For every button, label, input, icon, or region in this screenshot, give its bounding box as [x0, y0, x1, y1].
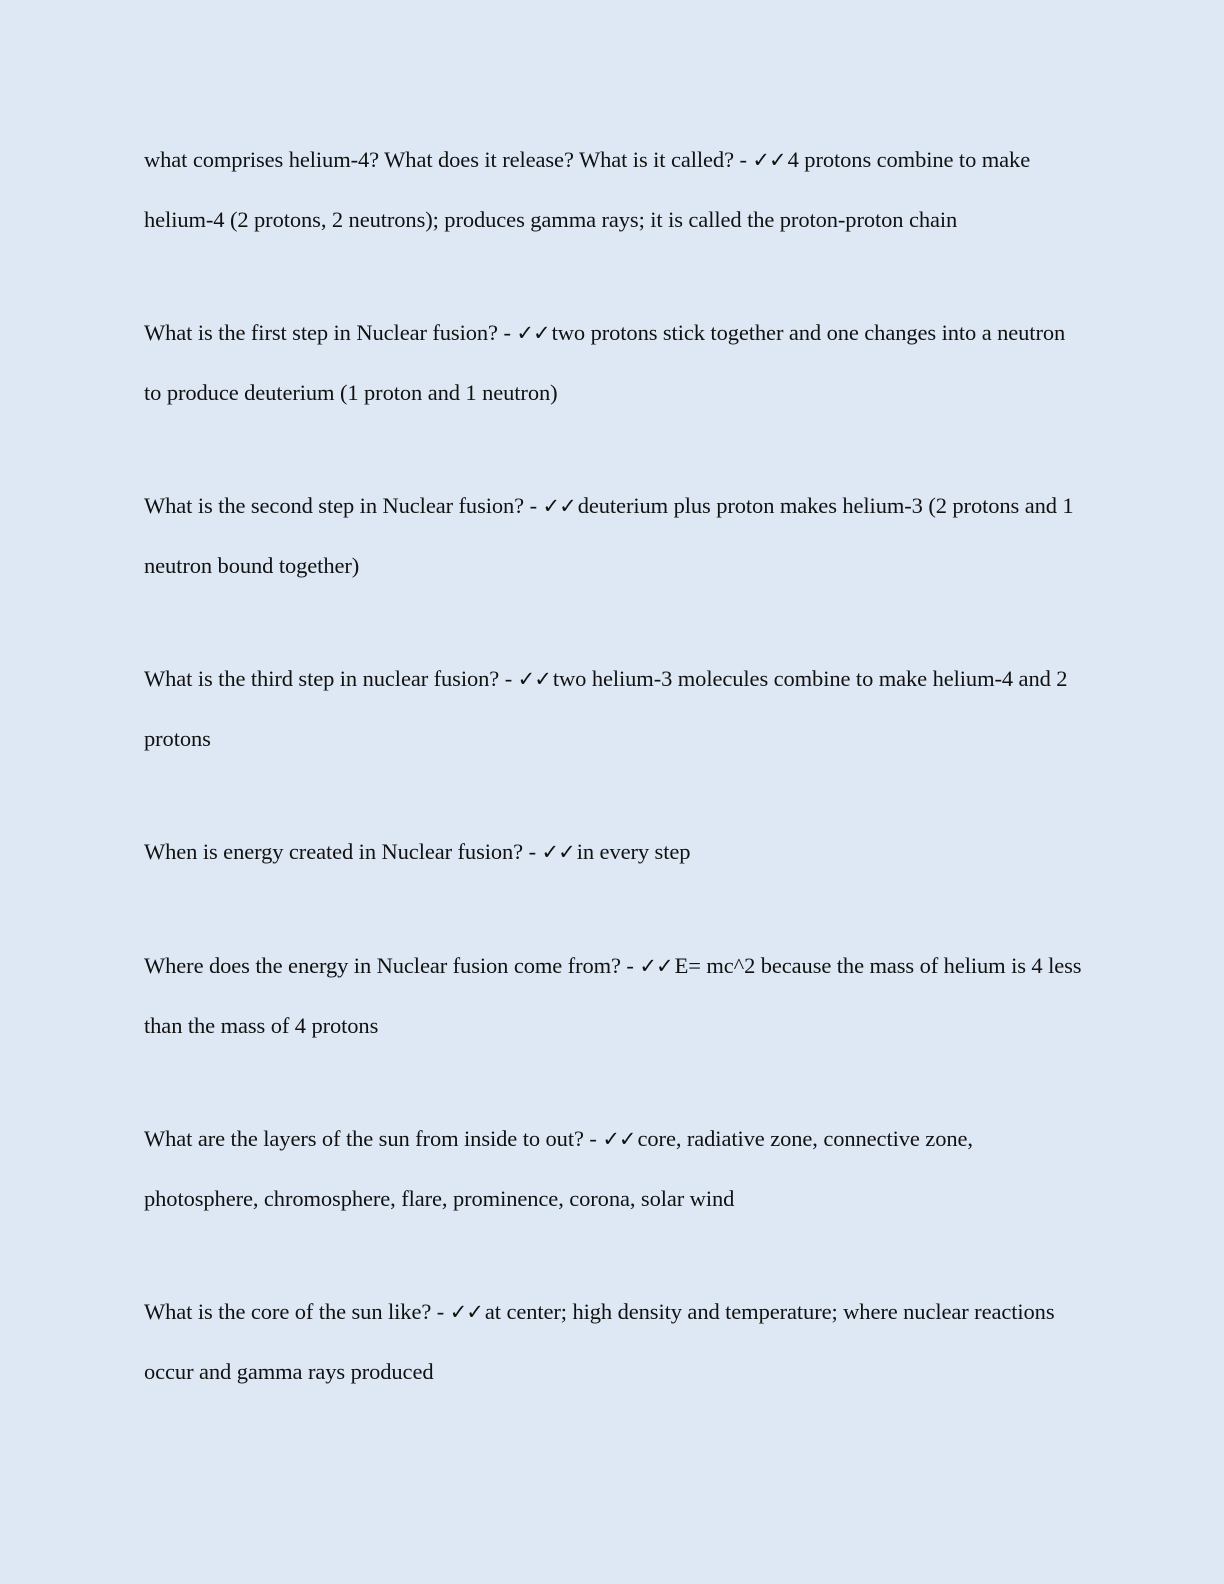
- double-check-icon: ✓✓: [517, 667, 551, 691]
- double-check-icon: ✓✓: [752, 148, 786, 172]
- qa-item: [144, 130, 1084, 249]
- qa-item: [144, 1109, 1084, 1228]
- question-text: What is the core of the sun like?: [144, 1299, 432, 1324]
- question-text: What is the third step in nuclear fusion?: [144, 666, 500, 691]
- question-text: Where does the energy in Nuclear fusion come from?: [144, 953, 621, 978]
- double-check-icon: ✓✓: [542, 494, 576, 518]
- answer-text: deuterium plus proton makes helium-3 (2 protons and 1 neutron bound together): [144, 493, 1074, 578]
- question-text: What is the first step in Nuclear fusion?: [144, 320, 498, 345]
- separator: -: [583, 1126, 603, 1151]
- answer-text: 4 protons combine to make helium-4 (2 protons, 2 neutrons); produces gamma rays; it is called the proton-proton chain: [144, 147, 1031, 232]
- answer-text: in every step: [576, 839, 691, 864]
- answer-text: core, radiative zone, connective zone, photosphere, chromosphere, flare, prominence, corona, solar wind: [144, 1126, 973, 1211]
- question-text: What are the layers of the sun from inside to out?: [144, 1126, 584, 1151]
- question-text: When is energy created in Nuclear fusion?: [144, 839, 524, 864]
- answer-text: E= mc^2 because the mass of helium is 4 less than the mass of 4 protons: [144, 953, 1082, 1038]
- separator: -: [497, 320, 517, 345]
- document-page: [144, 130, 1084, 1455]
- qa-item: [144, 303, 1084, 422]
- double-check-icon: ✓✓: [516, 321, 550, 345]
- question-text: what comprises helium-4? What does it release? What is it called?: [144, 147, 734, 172]
- qa-item: [144, 476, 1084, 595]
- answer-text: two protons stick together and one changes into a neutron to produce deuterium (1 proton and 1 neutron): [144, 320, 1066, 405]
- qa-item: [144, 822, 1084, 882]
- qa-item: [144, 936, 1084, 1055]
- double-check-icon: ✓✓: [602, 1127, 636, 1151]
- separator: -: [499, 666, 518, 691]
- double-check-icon: ✓✓: [541, 840, 575, 864]
- qa-item: [144, 649, 1084, 768]
- separator: -: [733, 147, 753, 172]
- separator: -: [431, 1299, 450, 1324]
- double-check-icon: ✓✓: [449, 1300, 483, 1324]
- separator: -: [523, 839, 542, 864]
- double-check-icon: ✓✓: [639, 954, 673, 978]
- separator: -: [620, 953, 640, 978]
- answer-text: two helium-3 molecules combine to make helium-4 and 2 protons: [144, 666, 1068, 751]
- qa-item: [144, 1282, 1084, 1401]
- answer-text: at center; high density and temperature; where nuclear reactions occur and gamma rays produced: [144, 1299, 1055, 1384]
- question-text: What is the second step in Nuclear fusion?: [144, 493, 525, 518]
- separator: -: [524, 493, 543, 518]
